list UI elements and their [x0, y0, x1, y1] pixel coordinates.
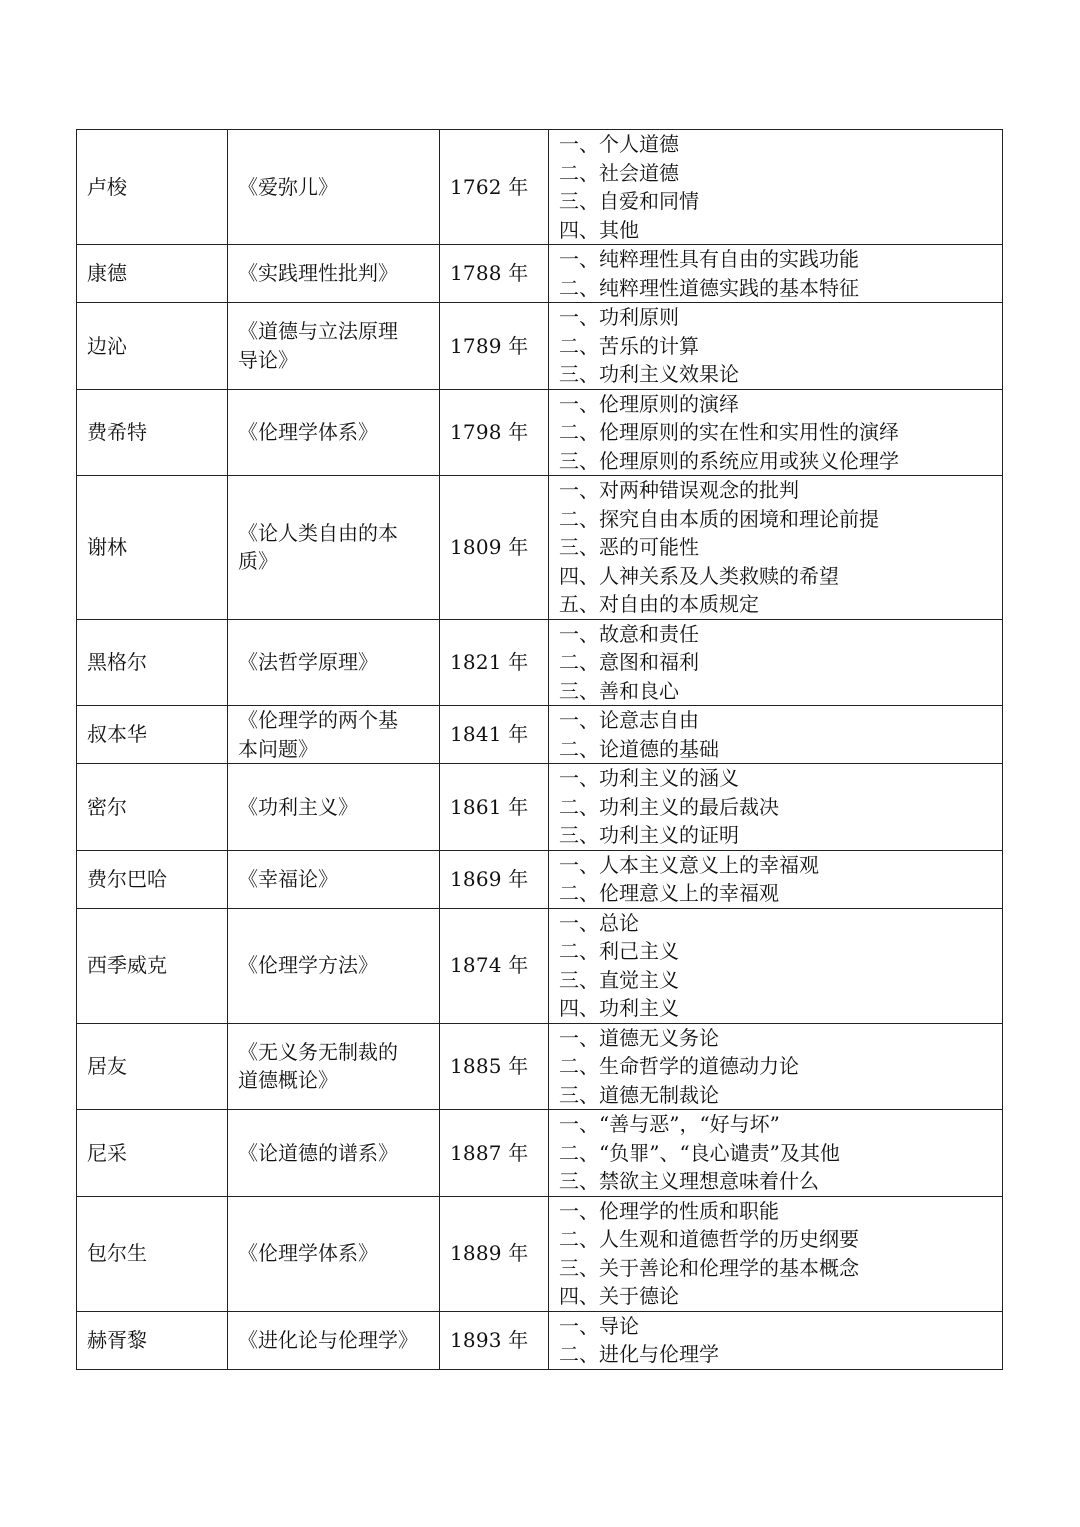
- contents-item: 二、利己主义: [559, 939, 679, 963]
- work-title-line: 《论人类自由的本: [238, 520, 398, 545]
- contents-item: 二、伦理意义上的幸福观: [559, 881, 779, 905]
- year-cell: 1893 年: [440, 1311, 549, 1369]
- table-row: [77, 303, 1003, 390]
- work-title-line: 导论》: [238, 347, 298, 372]
- contents-item: 三、伦理原则的系统应用或狭义伦理学: [559, 448, 899, 473]
- work-title-cell: [228, 908, 440, 1023]
- year-cell: 1798 年: [440, 389, 549, 476]
- contents-item: 二、社会道德: [559, 160, 679, 185]
- contents-item: 二、探究自由本质的困境和理论前提: [559, 506, 879, 531]
- year-cell: 1874 年: [440, 908, 549, 1023]
- contents-item: 三、禁欲主义理想意味着什么: [559, 1169, 819, 1193]
- author-cell: 包尔生: [77, 1196, 228, 1311]
- contents-item: 一、纯粹理性具有自由的实践功能: [559, 247, 859, 271]
- author-cell: 尼采: [77, 1110, 228, 1197]
- contents-item: 一、个人道德: [559, 132, 679, 156]
- contents-cell: [549, 1311, 1003, 1369]
- work-title-line: 《伦理学体系》: [238, 420, 378, 444]
- contents-item: 一、功利原则: [559, 305, 679, 329]
- work-title-line: 《幸福论》: [238, 866, 338, 891]
- work-title-cell: [228, 389, 440, 476]
- work-title-cell: [228, 303, 440, 390]
- contents-item: 四、其他: [559, 217, 639, 242]
- author-cell: 卢梭: [77, 130, 228, 245]
- ethics-works-table: [76, 129, 1003, 1370]
- contents-cell: [549, 850, 1003, 908]
- contents-item: 四、关于德论: [559, 1284, 679, 1308]
- work-title-line: 《爱弥儿》: [238, 174, 338, 199]
- work-title-line: 质》: [238, 549, 278, 574]
- contents-item: 二、功利主义的最后裁决: [559, 794, 779, 819]
- contents-item: 二、人生观和道德哲学的历史纲要: [559, 1227, 859, 1251]
- work-title-cell: [228, 1110, 440, 1197]
- contents-item: 一、“善与恶”，“好与坏”: [559, 1112, 780, 1136]
- work-title-cell: [228, 764, 440, 851]
- table-row: [77, 245, 1003, 303]
- author-cell: 谢林: [77, 476, 228, 620]
- work-title-line: 《论道德的谱系》: [238, 1140, 398, 1165]
- work-title-line: 《伦理学体系》: [238, 1241, 378, 1266]
- author-cell: 康德: [77, 245, 228, 303]
- contents-item: 三、善和良心: [559, 678, 679, 703]
- contents-item: 二、苦乐的计算: [559, 333, 699, 358]
- work-title-cell: [228, 130, 440, 245]
- author-cell: 费希特: [77, 389, 228, 476]
- table-row: [77, 1023, 1003, 1110]
- year-cell: 1861 年: [440, 764, 549, 851]
- table-row: [77, 706, 1003, 764]
- contents-cell: [549, 130, 1003, 245]
- work-title-line: 《功利主义》: [238, 794, 358, 819]
- author-cell: 费尔巴哈: [77, 850, 228, 908]
- work-title-line: 《无义务无制裁的: [238, 1039, 398, 1064]
- author-cell: 密尔: [77, 764, 228, 851]
- year-cell: 1809 年: [440, 476, 549, 620]
- contents-item: 二、纯粹理性道德实践的基本特征: [559, 275, 859, 300]
- table-row: [77, 130, 1003, 245]
- work-title-line: 本问题》: [238, 736, 318, 761]
- table-row: [77, 476, 1003, 620]
- work-title-cell: [228, 706, 440, 764]
- contents-cell: [549, 476, 1003, 620]
- work-title-line: 《伦理学方法》: [238, 953, 378, 978]
- contents-item: 二、伦理原则的实在性和实用性的演绎: [559, 420, 899, 444]
- table-row: [77, 389, 1003, 476]
- work-title-line: 《进化论与伦理学》: [238, 1327, 418, 1352]
- contents-item: 一、导论: [559, 1313, 639, 1338]
- contents-item: 三、直觉主义: [559, 967, 679, 992]
- contents-cell: [549, 764, 1003, 851]
- table-row: [77, 764, 1003, 851]
- contents-item: 一、伦理原则的演绎: [559, 391, 739, 416]
- work-title-cell: [228, 476, 440, 620]
- work-title-line: 《伦理学的两个基: [238, 708, 398, 732]
- year-cell: 1821 年: [440, 619, 549, 706]
- contents-item: 一、人本主义意义上的幸福观: [559, 852, 819, 877]
- work-title-cell: [228, 850, 440, 908]
- year-cell: 1889 年: [440, 1196, 549, 1311]
- contents-cell: [549, 619, 1003, 706]
- work-title-line: 《法哲学原理》: [238, 650, 378, 674]
- year-cell: 1762 年: [440, 130, 549, 245]
- contents-item: 二、“负罪”、“良心谴责”及其他: [559, 1140, 840, 1165]
- contents-cell: [549, 303, 1003, 390]
- year-cell: 1789 年: [440, 303, 549, 390]
- work-title-cell: [228, 1023, 440, 1110]
- contents-item: 三、自爱和同情: [559, 189, 699, 213]
- contents-cell: [549, 1110, 1003, 1197]
- author-cell: 边沁: [77, 303, 228, 390]
- author-cell: 黑格尔: [77, 619, 228, 706]
- contents-cell: [549, 389, 1003, 476]
- contents-item: 一、道德无义务论: [559, 1025, 719, 1050]
- contents-item: 一、对两种错误观念的批判: [559, 478, 799, 502]
- contents-item: 三、道德无制裁论: [559, 1082, 719, 1107]
- table-body: [77, 130, 1003, 1370]
- table-row: [77, 1311, 1003, 1369]
- contents-item: 二、意图和福利: [559, 650, 699, 674]
- contents-item: 二、生命哲学的道德动力论: [559, 1054, 799, 1078]
- contents-item: 四、人神关系及人类救赎的希望: [559, 563, 839, 588]
- table-row: [77, 619, 1003, 706]
- table-row: [77, 850, 1003, 908]
- contents-item: 三、关于善论和伦理学的基本概念: [559, 1255, 859, 1280]
- contents-item: 一、论意志自由: [559, 708, 699, 732]
- author-cell: 赫胥黎: [77, 1311, 228, 1369]
- author-cell: 叔本华: [77, 706, 228, 764]
- year-cell: 1885 年: [440, 1023, 549, 1110]
- contents-item: 一、伦理学的性质和职能: [559, 1198, 779, 1223]
- contents-item: 五、对自由的本质规定: [559, 592, 759, 616]
- year-cell: 1887 年: [440, 1110, 549, 1197]
- contents-item: 二、论道德的基础: [559, 736, 719, 761]
- work-title-cell: [228, 245, 440, 303]
- work-title-line: 道德概论》: [238, 1068, 338, 1093]
- work-title-line: 《实践理性批判》: [238, 261, 398, 286]
- contents-item: 三、恶的可能性: [559, 535, 699, 559]
- contents-cell: [549, 1196, 1003, 1311]
- year-cell: 1869 年: [440, 850, 549, 908]
- work-title-cell: [228, 1196, 440, 1311]
- contents-cell: [549, 706, 1003, 764]
- contents-item: 一、功利主义的涵义: [559, 766, 739, 790]
- table-row: [77, 908, 1003, 1023]
- contents-item: 四、功利主义: [559, 996, 679, 1020]
- contents-cell: [549, 245, 1003, 303]
- contents-item: 三、功利主义的证明: [559, 823, 739, 847]
- author-cell: 居友: [77, 1023, 228, 1110]
- contents-item: 三、功利主义效果论: [559, 362, 739, 386]
- author-cell: 西季威克: [77, 908, 228, 1023]
- contents-item: 二、进化与伦理学: [559, 1342, 719, 1366]
- work-title-cell: [228, 1311, 440, 1369]
- contents-cell: [549, 908, 1003, 1023]
- table-row: [77, 1110, 1003, 1197]
- contents-item: 一、故意和责任: [559, 621, 699, 646]
- work-title-cell: [228, 619, 440, 706]
- year-cell: 1841 年: [440, 706, 549, 764]
- contents-cell: [549, 1023, 1003, 1110]
- work-title-line: 《道德与立法原理: [238, 319, 398, 344]
- table-row: [77, 1196, 1003, 1311]
- year-cell: 1788 年: [440, 245, 549, 303]
- contents-item: 一、总论: [559, 910, 639, 935]
